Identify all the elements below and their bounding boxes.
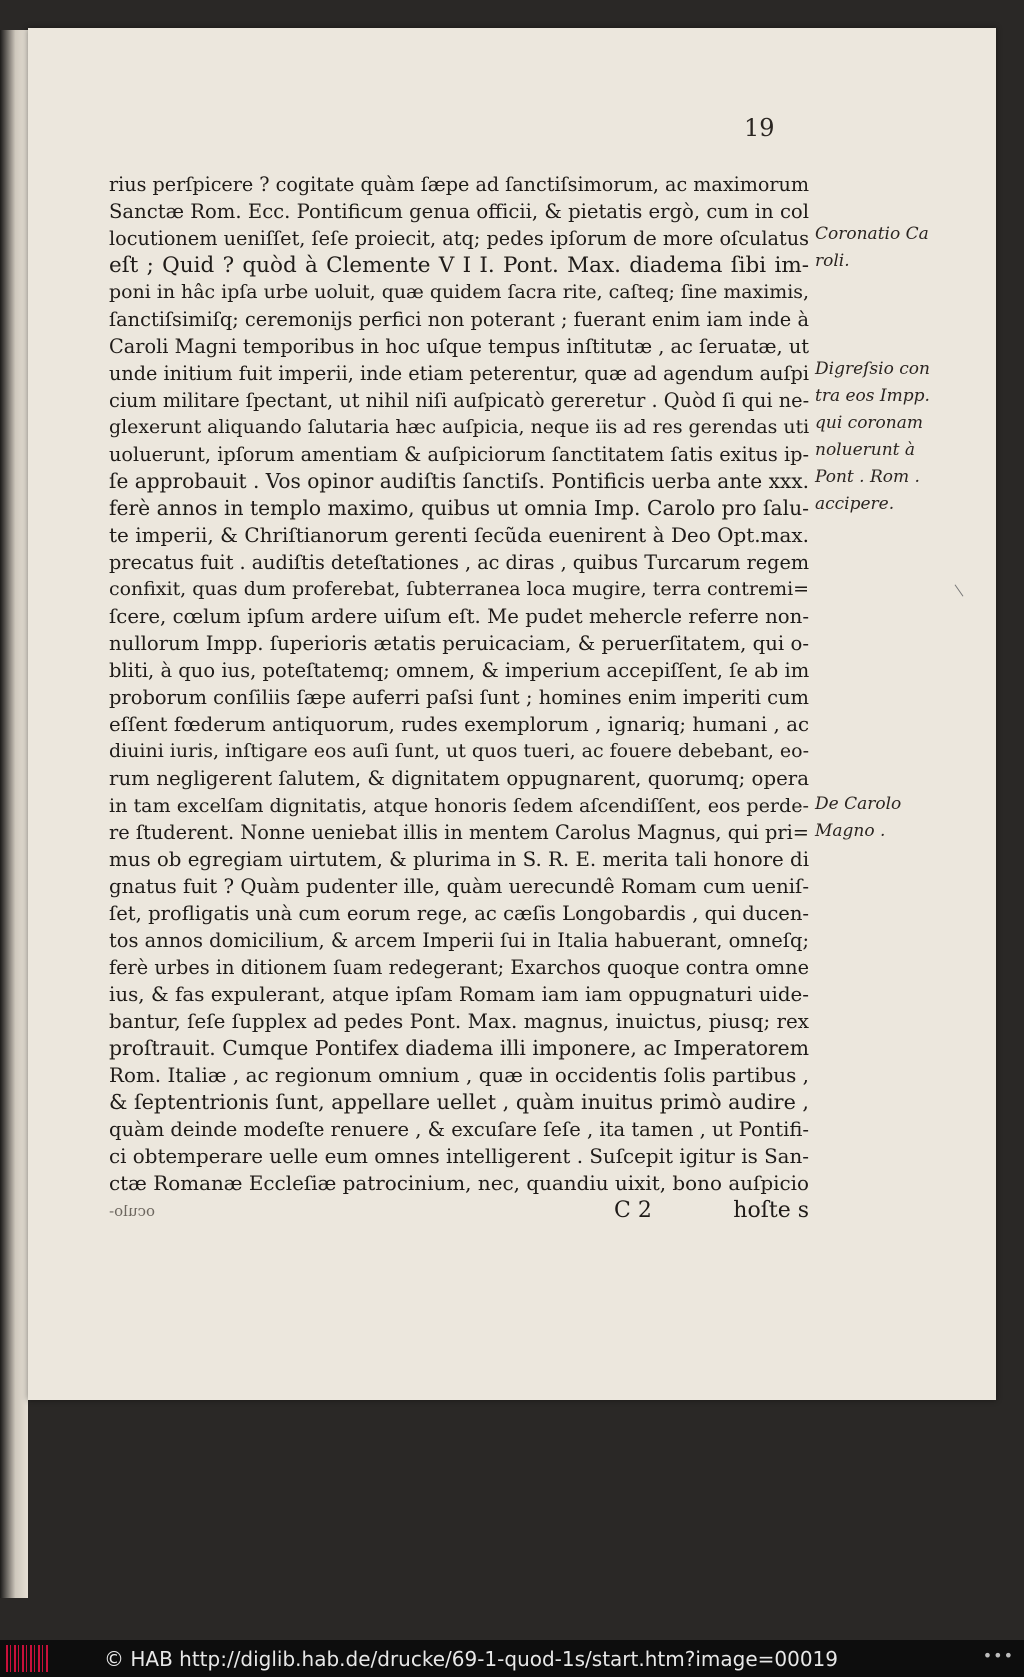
text-line: re ſtuderent. Nonne ueniebat illis in mentem Carolus Magnus, qui pri= <box>109 821 809 844</box>
margin-note: noluerunt à <box>815 440 916 460</box>
margin-note: Pont . Rom . <box>815 467 920 487</box>
text-line: proborum conſiliis ſæpe auferri paſsi ſunt ; homines enim imperiti cum <box>109 686 809 709</box>
margin-note: Magno . <box>815 821 886 841</box>
text-line: cium militare ſpectant, ut nihil niſi auſpicatò gereretur . Quòd ſi qui ne- <box>109 389 810 412</box>
text-line: ius, & fas expulerant, atque ipſam Romam iam iam oppugnaturi uide- <box>109 983 809 1006</box>
text-line: nullorum Impp. ſuperioris ætatis peruicaciam, & peruerſitatem, qui o- <box>109 632 809 655</box>
margin-note: qui coronam <box>815 413 923 433</box>
text-line: confixit, quas dum proferebat, ſubterranea loca mugire, terra contremi= <box>109 578 809 600</box>
text-line: diuini iuris, inſtigare eos auſi ſunt, ut quos tueri, ac fouere debebant, eo- <box>109 740 809 762</box>
margin-note: tra eos Impp. <box>815 386 930 406</box>
text-line: rius perſpicere ? cogitate quàm ſæpe ad ſanctiſsimorum, ac maximorum <box>109 173 810 196</box>
text-line: poni in hâc ipſa urbe uoluit, quæ quidem ſacra rite, caſteq; ſine maximis, <box>109 281 809 303</box>
barcode-icon <box>6 1645 48 1672</box>
text-line: glexerunt aliquando ſalutaria hæc auſpicia, neque iis ad res gerendas uti <box>109 416 810 438</box>
text-line: te imperii, & Chriſtianorum gerenti ſecũda euenirent à Deo Opt.max. <box>109 523 809 547</box>
text-line: mus ob egregiam uirtutem, & plurima in S. R. E. merita tali honore di <box>109 848 810 871</box>
margin-note: Coronatio Ca <box>815 224 929 244</box>
text-line: ſet, profligatis unà cum eorum rege, ac cæſis Longobardis , qui ducen- <box>109 902 809 925</box>
text-line: quàm deinde modeſte renuere , & excuſare ſeſe , ita tamen , ut Pontifi- <box>109 1118 809 1141</box>
copyright-url[interactable]: © HAB http://diglib.hab.de/drucke/69-1-quod-1s/start.htm?image=00019 <box>104 1647 839 1671</box>
text-line: bliti, à quo ius, poteſtatemq; omnem, & imperium accepiſſent, ſe ab im <box>109 659 810 682</box>
text-line: eſt ; Quid ? quòd à Clemente V I I. Pont. Max. diadema ſibi im- <box>109 253 809 278</box>
text-line: proſtrauit. Cumque Pontifex diadema illi imponere, ac Imperatorem <box>109 1036 809 1060</box>
signature-mark: C 2 <box>614 1198 652 1223</box>
text-line: ſcere, cœlum ipſum ardere uiſum eſt. Me pudet mehercle referre non- <box>109 605 809 628</box>
text-line: ſe approbauit . Vos opinor audiſtis ſanctiſs. Pontificis uerba ante xxx. <box>109 469 809 493</box>
text-line: gnatus fuit ? Quàm pudenter ille, quàm uerecundê Romam cum ueniſ- <box>109 875 809 898</box>
text-line: ferè urbes in ditionem ſuam redegerant; Exarchos quoque contra omne <box>109 956 809 979</box>
book-spine-edge <box>0 30 28 1598</box>
text-line: uoluerunt, ipſorum amentiam & auſpiciorum ſanctitatem ſatis exitus ip- <box>109 443 809 466</box>
text-line: ci obtemperare uelle eum omnes intelligerent . Suſcepit igitur is San- <box>109 1145 809 1168</box>
text-line: precatus fuit . audiſtis deteſtationes , ac diras , quibus Turcarum regem <box>109 551 810 574</box>
text-line: & ſeptentrionis ſunt, appellare uellet , quàm inuitus primò audire , <box>109 1090 809 1114</box>
scanned-page <box>28 28 996 1400</box>
text-line: in tam excelſam dignitatis, atque honoris ſedem aſcendiſſent, eos perde- <box>109 794 809 817</box>
main-text <box>109 171 809 1197</box>
margin-note: roli. <box>815 251 850 271</box>
text-line: bantur, ſeſe ſupplex ad pedes Pont. Max. magnus, inuictus, piusq; rex <box>109 1010 809 1033</box>
viewer-footer-bar <box>0 1640 1024 1677</box>
text-line: ſanctiſsimiſq; ceremonijs perfici non poterant ; fuerant enim iam inde à <box>109 308 809 331</box>
text-line: Rom. Italiæ , ac regionum omnium , quæ in occidentis ſolis partibus , <box>109 1064 809 1087</box>
text-line: locutionem ueniſſet, ſeſe proiecit, atq; pedes ipſorum de more oſculatus <box>109 227 809 250</box>
text-line: ferè annos in templo maximo, quibus ut omnia Imp. Carolo pro ſalu- <box>109 496 809 520</box>
more-icon[interactable]: ••• <box>982 1646 1014 1665</box>
margin-note: Digreſsio con <box>815 359 930 379</box>
text-line: Sanctæ Rom. Ecc. Pontificum genua officii, & pietatis ergò, cum in col <box>109 200 809 223</box>
page-number: 19 <box>744 114 775 142</box>
page-footer <box>109 1198 809 1228</box>
text-line: eſſent fœderum antiquorum, rudes exemplorum , ignariq; humani , ac <box>109 713 809 736</box>
catchword: hoſte s <box>733 1198 809 1223</box>
text-line: tos annos domicilium, & arcem Imperii ſui in Italia habuerant, omneſq; <box>109 929 809 952</box>
text-line: rum negligerent ſalutem, & dignitatem oppugnarent, quorumq; opera <box>109 767 809 790</box>
margin-note: De Carolo <box>815 794 902 814</box>
text-line: Caroli Magni temporibus in hoc uſque tempus inſtitutæ , ac ſeruatæ, ut <box>109 335 809 358</box>
marginal-notes <box>815 28 935 1428</box>
text-line: ctæ Romanæ Eccleſiæ patrocinium, nec, quandiu uixit, bono auſpicio <box>109 1172 809 1195</box>
margin-note: accipere. <box>815 494 895 514</box>
show-through-text: oculo- <box>109 1202 155 1220</box>
text-line: unde initium fuit imperii, inde etiam peterentur, quæ ad agendum auſpi <box>109 362 809 385</box>
